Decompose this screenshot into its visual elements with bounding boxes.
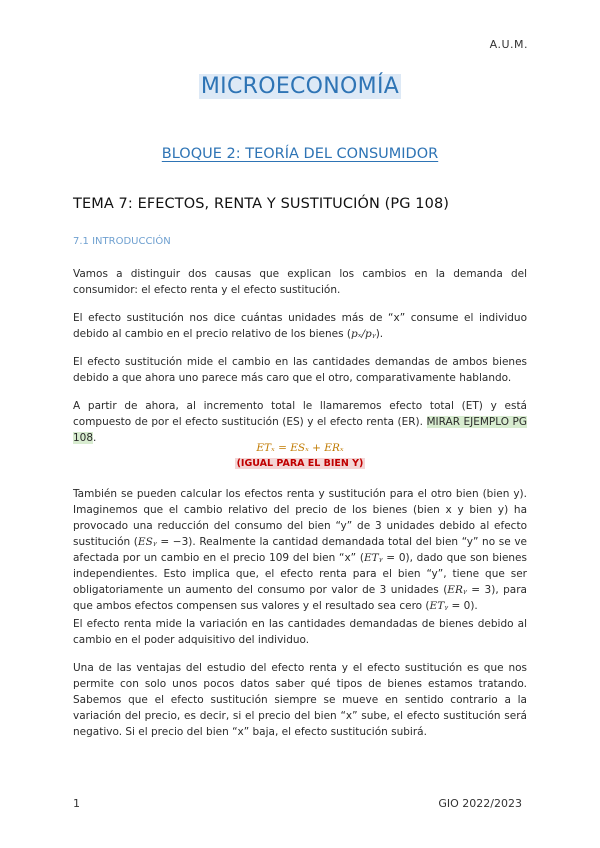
paragraph-2 bbox=[73, 310, 527, 342]
section-heading: 7.1 INTRODUCCIÓN bbox=[73, 236, 171, 247]
document-title-text: MICROECONOMÍA bbox=[200, 74, 400, 99]
page-number: 1 bbox=[73, 797, 80, 810]
example-reference-highlight: MIRAR EJEMPLO PG 108 bbox=[73, 416, 527, 444]
et-y-math: ETᵧ bbox=[363, 552, 383, 564]
paragraph-5-text-4: = 3), para que ambos efectos compensen sus valores y el resultado sea cero ( bbox=[73, 584, 527, 612]
paragraph-5-text-2: = −3). Realmente la cantidad demandada total del bien “y” no se ve afectada por un cambio en el precio 109 del bien “x” ( bbox=[73, 536, 527, 564]
topic-heading: TEMA 7: EFECTOS, RENTA Y SUSTITUCIÓN (PG 108) bbox=[73, 196, 450, 212]
paragraph-1: Vamos a distinguir dos causas que explican los cambios en la demanda del consumidor: el efecto renta y el efecto sustitución. bbox=[73, 268, 527, 296]
paragraph-6: El efecto renta mide la variación en las cantidades demandadas de bienes debido al cambio en el poder adquisitivo del individuo. bbox=[73, 618, 527, 646]
paragraph-5-text-1: También se pueden calcular los efectos renta y sustitución para el otro bien (bien y). Imaginemos que el cambio relativo del precio de los bienes (bien x y bien y) ha provocado una reducción del consumo del bien “y” de 3 unidades debido al efecto sustitución ( bbox=[73, 488, 527, 548]
formula-note bbox=[0, 458, 600, 469]
paragraph-4-text-b: . bbox=[93, 432, 97, 444]
er-y-math: ERᵧ bbox=[447, 584, 467, 596]
price-ratio-math: pₓ/pᵧ bbox=[351, 328, 376, 340]
paragraph-2-text-b: ). bbox=[375, 328, 384, 340]
paragraph-4 bbox=[73, 398, 527, 446]
total-effect-formula: ETₓ = ESₓ + ERₓ bbox=[256, 442, 344, 454]
block-subtitle: BLOQUE 2: TEORÍA DEL CONSUMIDOR bbox=[161, 146, 439, 162]
paragraph-5 bbox=[73, 486, 527, 614]
paragraph-5-text-5: = 0). bbox=[448, 600, 478, 612]
paragraph-7: Una de las ventajas del estudio del efecto renta y el efecto sustitución es que nos permite con solo unos pocos datos saber qué tipos de bienes estamos tratando. Sabemos que el efecto sustitución siempre se mueve en sentido contrario a la variación del precio, es decir, si el precio del bien “x” sube, el efecto sustitución será negativo. Si el precio del bien “x” baja, el efecto sustitución subirá. bbox=[73, 662, 527, 738]
document-title bbox=[0, 74, 600, 99]
paragraph-2-text-a: El efecto sustitución nos dice cuántas unidades más de “x” consume el individuo debido al cambio en el precio relativo de los bienes ( bbox=[73, 312, 527, 340]
paragraph-5-text-3: = 0), dado que son bienes independientes. Esto implica que, el efecto renta para el bien “y”, tiene que ser obligatoriamente un aumento del consumo por valor de 3 unidades ( bbox=[73, 552, 527, 596]
header-author: A.U.M. bbox=[489, 38, 528, 51]
paragraph-4-text-a: A partir de ahora, al incremento total le llamaremos efecto total (ET) y está compuesto de por el efecto sustitución (ES) y el efecto renta (ER). bbox=[73, 400, 527, 428]
paragraph-3: El efecto sustitución mide el cambio en las cantidades demandas de ambos bienes debido a que ahora uno parece más caro que el otro, comparativamente hablando. bbox=[73, 356, 527, 384]
formula-note-text: (IGUAL PARA EL BIEN Y) bbox=[236, 458, 364, 469]
footer-course: GIO 2022/2023 bbox=[438, 797, 522, 810]
et-y-math-2: ETᵧ bbox=[429, 600, 449, 612]
es-y-math: ESᵧ bbox=[137, 536, 157, 548]
